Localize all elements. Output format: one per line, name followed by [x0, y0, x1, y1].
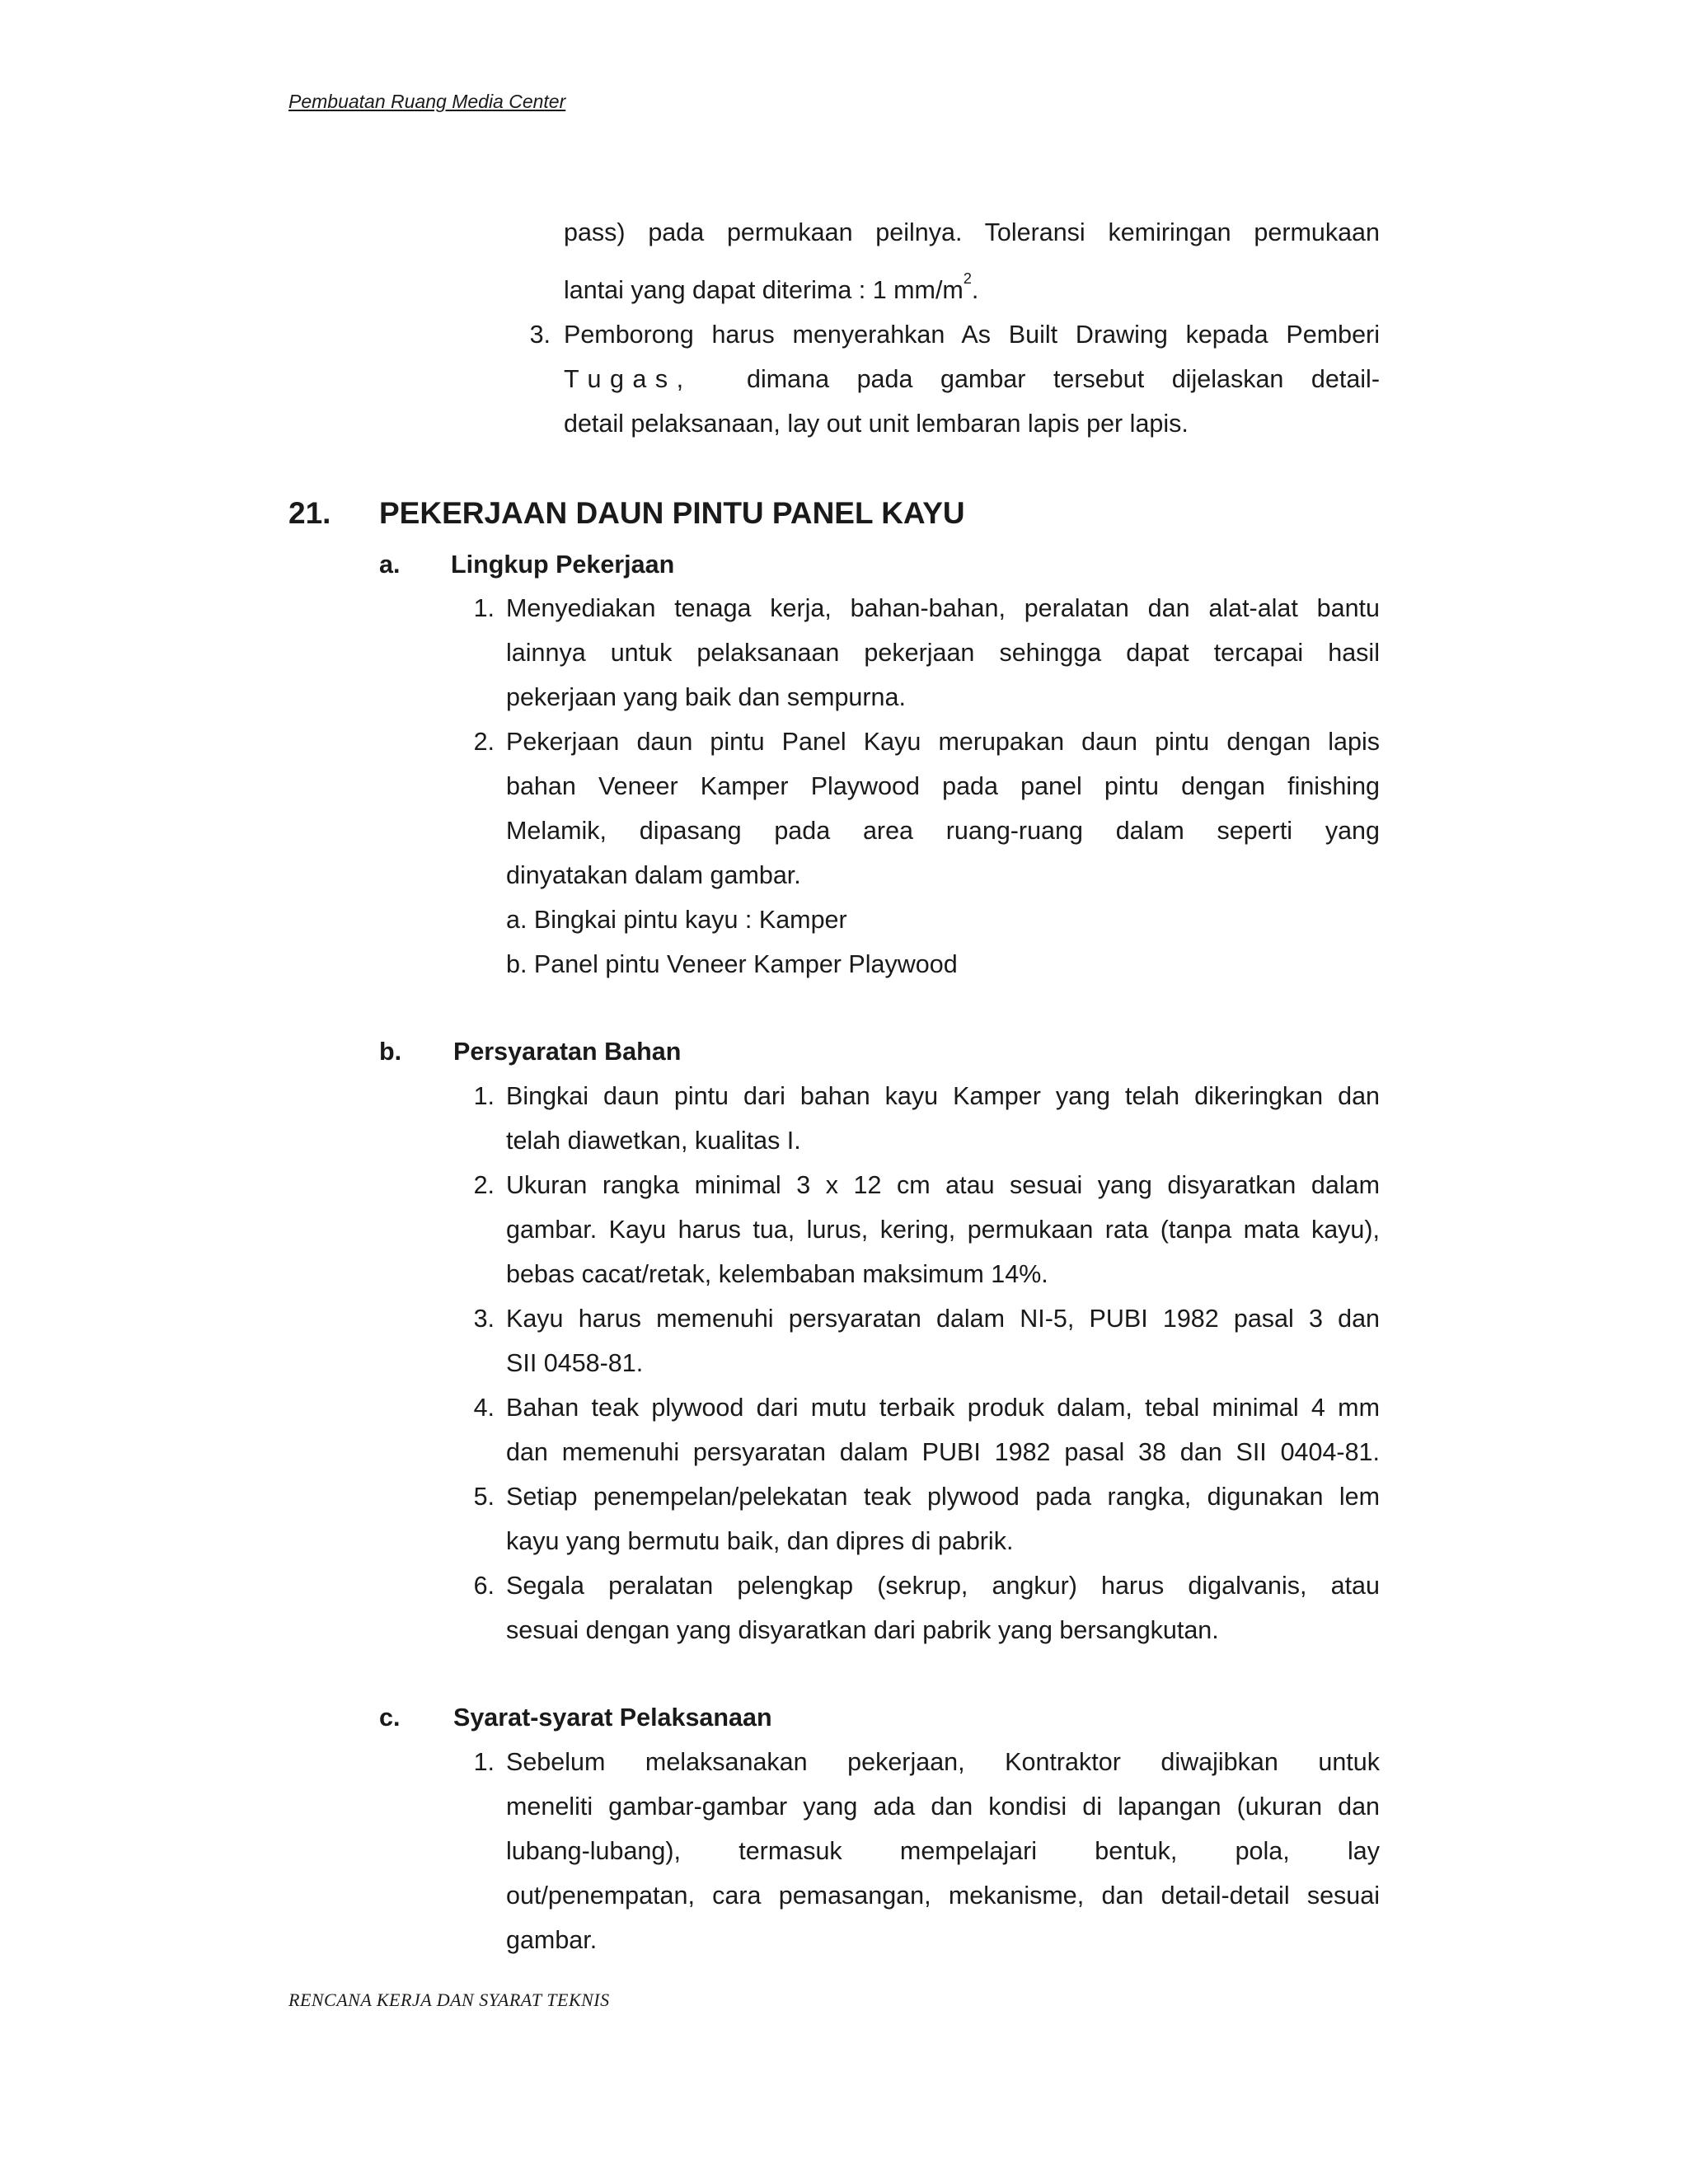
- section-number: 21.: [288, 496, 331, 530]
- text-line: Segala peralatan pelengkap (sekrup, angkur) harus digalvanis, atau: [506, 1572, 1380, 1600]
- text-line: Setiap penempelan/pelekatan teak plywood pada rangka, digunakan lem: [506, 1483, 1380, 1511]
- subsection-title: Lingkup Pekerjaan: [451, 551, 675, 579]
- text-line: pass) pada permukaan peilnya. Toleransi kemiringan permukaan: [564, 218, 1380, 246]
- running-footer: RENCANA KERJA DAN SYARAT TEKNIS: [288, 1990, 610, 2010]
- text-line: SII 0458-81.: [506, 1349, 644, 1377]
- text-line: gambar.: [506, 1926, 598, 1954]
- text-line: detail pelaksanaan, lay out unit lembaran lapis per lapis.: [564, 410, 1189, 438]
- list-number: 1.: [473, 1082, 495, 1110]
- text-line: lainnya untuk pelaksanaan pekerjaan sehingga dapat tercapai hasil: [506, 639, 1380, 667]
- list-number: 2.: [473, 1171, 495, 1199]
- text-line: gambar. Kayu harus tua, lurus, kering, permukaan rata (tanpa mata kayu),: [506, 1216, 1380, 1244]
- subsection-title: Persyaratan Bahan: [453, 1038, 682, 1066]
- text-line: Bingkai daun pintu dari bahan kayu Kamper yang telah dikeringkan dan: [506, 1082, 1380, 1110]
- section-title: PEKERJAAN DAUN PINTU PANEL KAYU: [379, 496, 965, 530]
- text-line: Ukuran rangka minimal 3 x 12 cm atau sesuai yang disyaratkan dalam: [506, 1171, 1380, 1199]
- text-line: telah diawetkan, kualitas I.: [506, 1127, 801, 1155]
- list-number: 1.: [473, 1748, 495, 1776]
- text-line: out/penempatan, cara pemasangan, mekanisme, dan detail-detail sesuai: [506, 1882, 1380, 1910]
- text-line: lubang-lubang), termasuk mempelajari bentuk, pola, lay: [506, 1837, 1380, 1865]
- text-line: lantai yang dapat diterima : 1 $mm/m^2$.: [564, 270, 979, 304]
- subsection-letter: c.: [379, 1704, 401, 1732]
- sub-list-item: a. Bingkai pintu kayu : Kamper: [506, 906, 847, 934]
- text-line: kayu yang bermutu baik, dan dipres di pabrik.: [506, 1527, 1014, 1555]
- text-line: dan memenuhi persyaratan dalam PUBI 1982 pasal 38 dan SII 0404-81.: [506, 1438, 1380, 1466]
- text-line: dinyatakan dalam gambar.: [506, 861, 801, 889]
- text-line: Sebelum melaksanakan pekerjaan, Kontraktor diwajibkan untuk: [506, 1748, 1380, 1776]
- text-line: meneliti gambar-gambar yang ada dan kondisi di lapangan (ukuran dan: [506, 1793, 1380, 1821]
- sub-list-item: b. Panel pintu Veneer Kamper Playwood: [506, 950, 958, 978]
- text-line: T u g a s ,: [564, 365, 685, 393]
- subsection-title: Syarat-syarat Pelaksanaan: [453, 1704, 772, 1732]
- text-line: Pekerjaan daun pintu Panel Kayu merupakan daun pintu dengan lapis: [506, 728, 1380, 756]
- list-number: 4.: [473, 1394, 495, 1422]
- text-line: Bahan teak plywood dari mutu terbaik produk dalam, tebal minimal 4 mm: [506, 1394, 1380, 1422]
- list-number: 3.: [473, 1305, 495, 1333]
- text-line: bebas cacat/retak, kelembaban maksimum 14%.: [506, 1260, 1048, 1288]
- list-number: 5.: [473, 1483, 495, 1511]
- text-line: bahan Veneer Kamper Playwood pada panel pintu dengan finishing: [506, 772, 1380, 800]
- text-line: sesuai dengan yang disyaratkan dari pabrik yang bersangkutan.: [506, 1616, 1219, 1644]
- running-header: Pembuatan Ruang Media Center: [288, 91, 566, 112]
- superscript: 2: [963, 270, 972, 287]
- list-number: 3.: [529, 321, 551, 349]
- text-line: Pemborong harus menyerahkan As Built Drawing kepada Pemberi: [564, 321, 1380, 349]
- text-line: pekerjaan yang baik dan sempurna.: [506, 683, 906, 711]
- list-number: 6.: [473, 1572, 495, 1600]
- text-line: dimana pada gambar tersebut dijelaskan detail-: [747, 365, 1380, 393]
- text-line: Menyediakan tenaga kerja, bahan-bahan, peralatan dan alat-alat bantu: [506, 594, 1380, 622]
- list-number: 1.: [473, 594, 495, 622]
- text-line: Melamik, dipasang pada area ruang-ruang dalam seperti yang: [506, 817, 1380, 845]
- text-line: Kayu harus memenuhi persyaratan dalam NI-5, PUBI 1982 pasal 3 dan: [506, 1305, 1380, 1333]
- list-number: 2.: [473, 728, 495, 756]
- subsection-letter: a.: [379, 551, 401, 579]
- subsection-letter: b.: [379, 1038, 402, 1066]
